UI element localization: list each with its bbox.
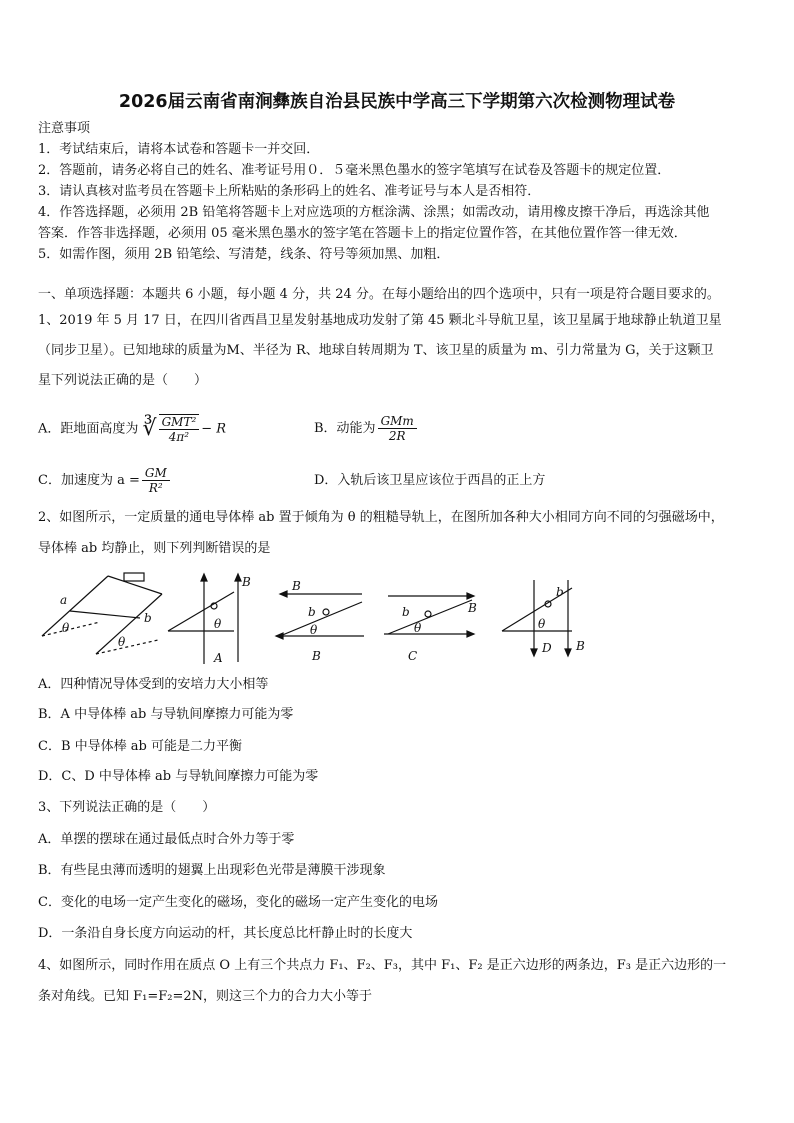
- label-B: B: [292, 579, 301, 593]
- note-item: 1．考试结束后，请将本试卷和答题卡一并交回．: [38, 142, 320, 157]
- notes-heading: 注意事项: [38, 121, 91, 136]
- label-a: a: [60, 593, 68, 607]
- q3-option: B．有些昆虫薄而透明的翅翼上出现彩色光带是薄膜干涉现象: [38, 863, 386, 878]
- q1-stem-line1: 1、2019 年 5 月 17 日，在四川省西昌卫星发射基地成功发射了第 45 颗北斗导航卫星，该卫星属于地球静止轨道卫星: [38, 313, 722, 328]
- q1-option-b-label: B．动能为: [314, 421, 376, 436]
- q1-b-numerator: GMm: [378, 414, 417, 429]
- q2-stem-line1: 2、如图所示，一定质量的通电导体棒 ab 置于倾角为 θ 的粗糙导轨上，在图所加各种大小相同方向不同的匀强磁场中，: [38, 510, 724, 525]
- q1-option-d: D．入轨后该卫星应该位于西昌的正上方: [314, 473, 546, 488]
- note-item: 2．答题前，请务必将自己的姓名、准考证号用０．５毫米黑色墨水的签字笔填写在试卷及答题卡的规定位置．: [38, 163, 671, 178]
- q1-option-c: [38, 466, 172, 495]
- label-B: B: [312, 649, 321, 663]
- q4-stem-line2: 条对角线。已知 F₁=F₂=2N，则这三个力的合力大小等于: [38, 989, 373, 1004]
- q1-a-numerator: GMT²: [159, 415, 200, 430]
- label-theta: θ: [310, 623, 318, 637]
- label-D: D: [542, 641, 552, 655]
- label-theta: θ: [118, 635, 126, 649]
- label-A: A: [214, 651, 223, 665]
- label-b: b: [402, 605, 410, 619]
- figure-b: [276, 591, 364, 639]
- label-B: B: [576, 639, 585, 653]
- q4-stem-line1: 4、如图所示，同时作用在质点 O 上有三个共点力 F₁、F₂、F₃，其中 F₁、F₂ 是正六边形的两条边，F₃ 是正六边形的一: [38, 958, 727, 973]
- q2-option: A．四种情况导体受到的安培力大小相等: [38, 677, 269, 692]
- q3-option: A．单摆的摆球在通过最低点时合外力等于零: [38, 832, 295, 847]
- q3-option: D．一条沿自身长度方向运动的杆，其长度总比杆静止时的长度大: [38, 926, 413, 941]
- label-B: B: [468, 601, 477, 615]
- q1-c-denominator: R²: [148, 481, 163, 495]
- label-theta: θ: [62, 621, 70, 635]
- q2-option: C．B 中导体棒 ab 可能是二力平衡: [38, 739, 242, 754]
- q2-figure: [36, 566, 596, 672]
- label-b: b: [556, 585, 564, 599]
- q1-option-c-label: C．加速度为 a =: [38, 473, 140, 488]
- q1-a-tail: − R: [201, 421, 227, 437]
- label-theta: θ: [538, 617, 546, 631]
- q2-option: B．A 中导体棒 ab 与导轨间摩擦力可能为零: [38, 707, 294, 722]
- label-C: C: [408, 649, 418, 663]
- q1-option-b: [314, 414, 419, 443]
- q2-option: D．C、D 中导体棒 ab 与导轨间摩擦力可能为零: [38, 769, 319, 784]
- q1-option-a-label: A．距地面高度为: [38, 421, 139, 437]
- note-item: 5．如需作图，须用 2B 铅笔绘、写清楚，线条、符号等须加黑、加粗．: [38, 247, 450, 262]
- q1-option-a: A．距地面高度为 ∛ $\frac{\text{GMT²}}{\text{4π²}}$ − R: [38, 415, 227, 444]
- q1-stem-line2: （同步卫星）。已知地球的质量为M、半径为 R、地球自转周期为 T、该卫星的质量为 m、引力常量为 G，关于这颗卫: [38, 343, 714, 358]
- label-B: B: [242, 575, 251, 589]
- q1-a-denominator: 4π²: [168, 430, 190, 444]
- q2-stem-line2: 导体棒 ab 均静止，则下列判断错误的是: [38, 541, 271, 556]
- q3-option: C．变化的电场一定产生变化的磁场，变化的磁场一定产生变化的电场: [38, 895, 438, 910]
- label-b: b: [144, 611, 152, 625]
- note-item: 答案．作答非选择题，必须用 05 毫米黑色墨水的签字笔在答题卡上的指定位置作答，在其他位置作答一律无效．: [38, 226, 687, 241]
- q1-c-numerator: GM: [142, 466, 170, 481]
- label-theta: θ: [414, 621, 422, 635]
- section-heading: 一、单项选择题：本题共 6 小题，每小题 4 分，共 24 分。在每小题给出的四个选项中，只有一项是符合题目要求的。: [38, 287, 720, 302]
- figure-a: [168, 574, 241, 664]
- label-b: b: [308, 605, 316, 619]
- page-title: 2026届云南省南涧彝族自治县民族中学高三下学期第六次检测物理试卷: [118, 92, 676, 112]
- q3-stem: 3、下列说法正确的是（ ）: [38, 800, 216, 815]
- figure-c: [384, 593, 474, 637]
- q1-b-denominator: 2R: [388, 429, 406, 443]
- note-item: 4．作答选择题，必须用 2B 铅笔将答题卡上对应选项的方框涂满、涂黑；如需改动，请用橡皮擦干净后，再选涂其他: [38, 205, 710, 220]
- label-theta: θ: [214, 617, 222, 631]
- q1-stem-line3: 星下列说法正确的是（ ）: [38, 373, 208, 388]
- note-item: 3．请认真核对监考员在答题卡上所粘贴的条形码上的姓名、准考证号与本人是否相符．: [38, 184, 541, 199]
